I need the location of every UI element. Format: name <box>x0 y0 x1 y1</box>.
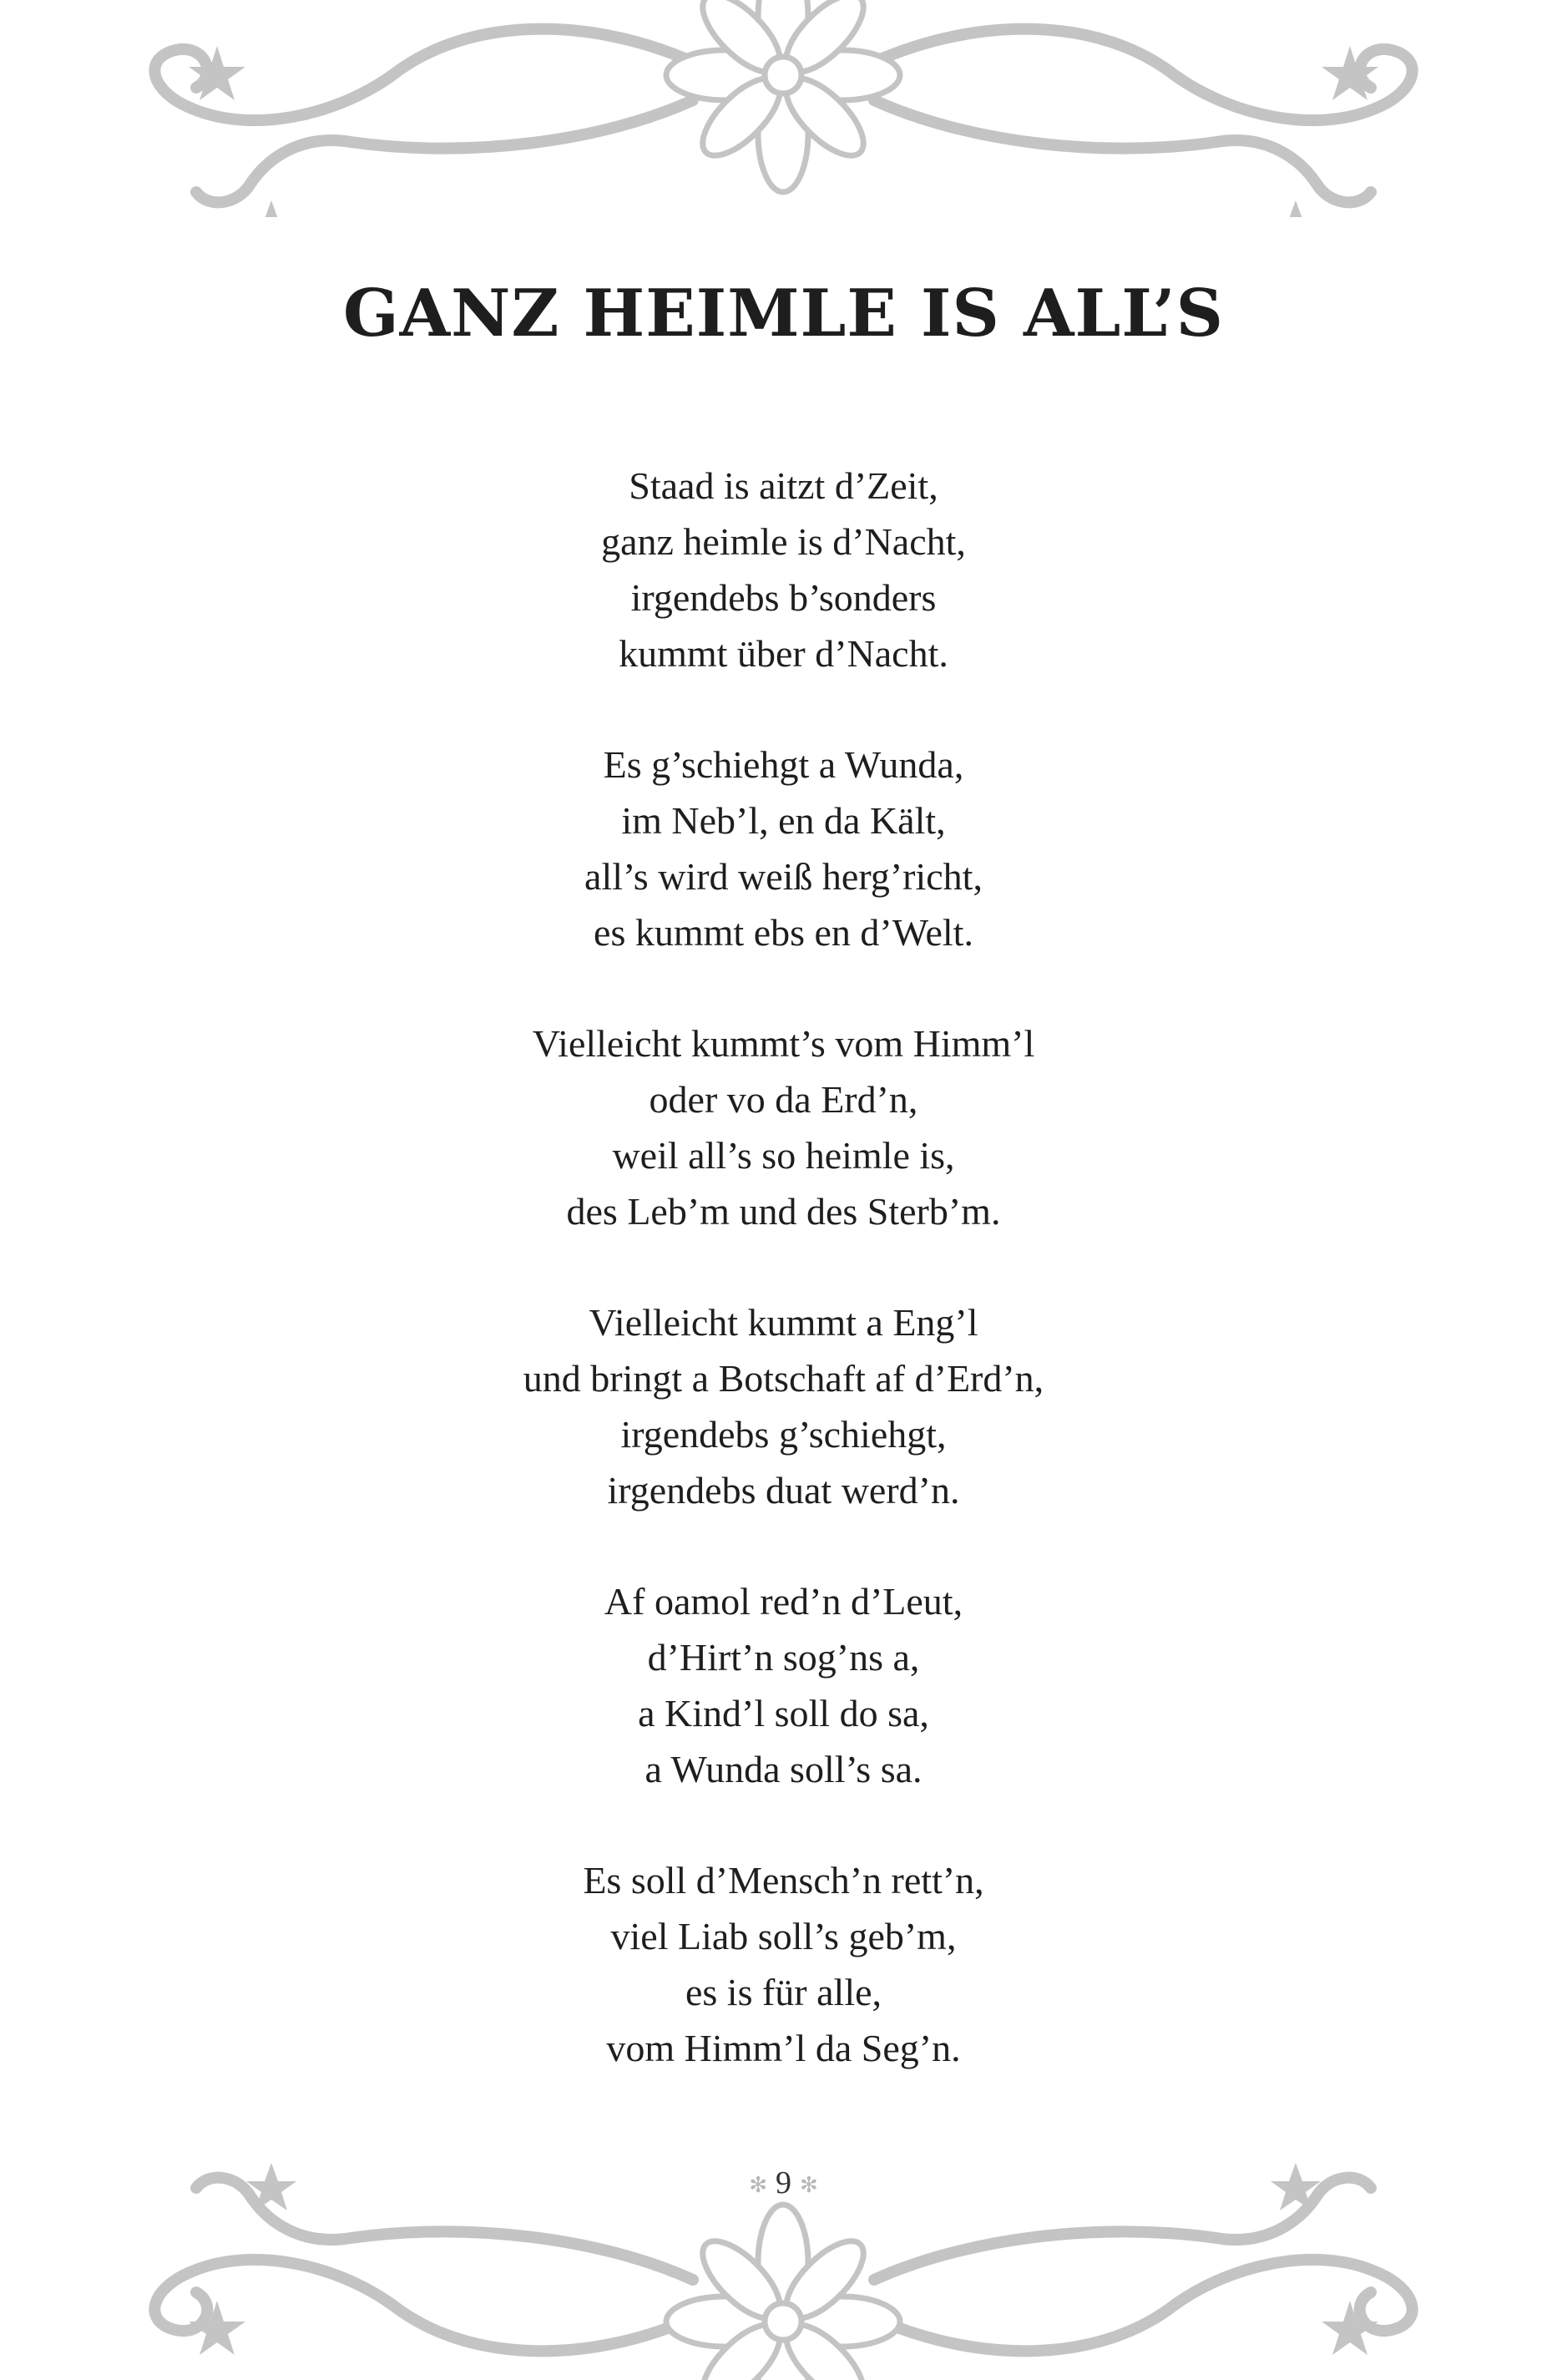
poem-title: GANZ HEIMLE IS ALL’S <box>343 276 1224 352</box>
poem-line: ganz heimle is d’Nacht, <box>601 520 966 563</box>
poem-line: im Neb’l, en da Kält, <box>621 799 946 842</box>
poem-line: vom Himm’l da Seg’n. <box>606 2027 961 2069</box>
poinsettia-ornament-icon <box>0 0 1567 217</box>
stanza <box>0 1015 1567 1239</box>
poem-line: kummt über d’Nacht. <box>619 632 948 675</box>
stanza <box>0 458 1567 681</box>
poem-line: d’Hirt’n sog’ns a, <box>647 1636 920 1679</box>
poem-line: irgendebs duat werd’n. <box>607 1469 960 1512</box>
poem-line: es is für alle, <box>685 1971 882 2013</box>
poem-line: des Leb’m und des Sterb’m. <box>566 1190 1001 1233</box>
poem-line: a Wunda soll’s sa. <box>644 1748 923 1790</box>
top-ornament <box>0 0 1567 217</box>
stanza <box>0 1852 1567 2076</box>
poem-line: Es soll d’Mensch’n rett’n, <box>583 1859 984 1901</box>
poem-line: Af oamol red’n d’Leut, <box>604 1580 963 1623</box>
snowflake-icon: ✻ <box>800 2173 818 2198</box>
poem-line: all’s wird weiß herg’richt, <box>584 855 983 898</box>
stanza <box>0 1294 1567 1518</box>
poem-line: irgendebs b’sonders <box>630 576 937 619</box>
poem-line: und bringt a Botschaft af d’Erd’n, <box>523 1357 1044 1400</box>
poem-line: weil all’s so heimle is, <box>612 1134 955 1177</box>
stanza <box>0 737 1567 960</box>
poem-line: irgendebs g’schiehgt, <box>620 1413 947 1456</box>
poem-line: oder vo da Erd’n, <box>649 1078 918 1121</box>
poem-line: a Kind’l soll do sa, <box>638 1692 929 1734</box>
poem-line: Vielleicht kummt’s vom Himm’l <box>532 1022 1035 1065</box>
snowflake-icon: ✻ <box>749 2173 767 2198</box>
poem-line: viel Liab soll’s geb’m, <box>610 1915 957 1957</box>
poem-line: Es g’schiehgt a Wunda, <box>603 743 964 786</box>
poem-line: es kummt ebs en d’Welt. <box>594 911 973 954</box>
poem-body <box>0 458 1567 2076</box>
page-footer <box>0 2163 1567 2205</box>
poem-line: Staad is aitzt d’Zeit, <box>629 464 938 507</box>
stanza <box>0 1573 1567 1797</box>
page-number: 9 <box>776 2165 791 2200</box>
poem-line: Vielleicht kummt a Eng’l <box>589 1301 978 1344</box>
